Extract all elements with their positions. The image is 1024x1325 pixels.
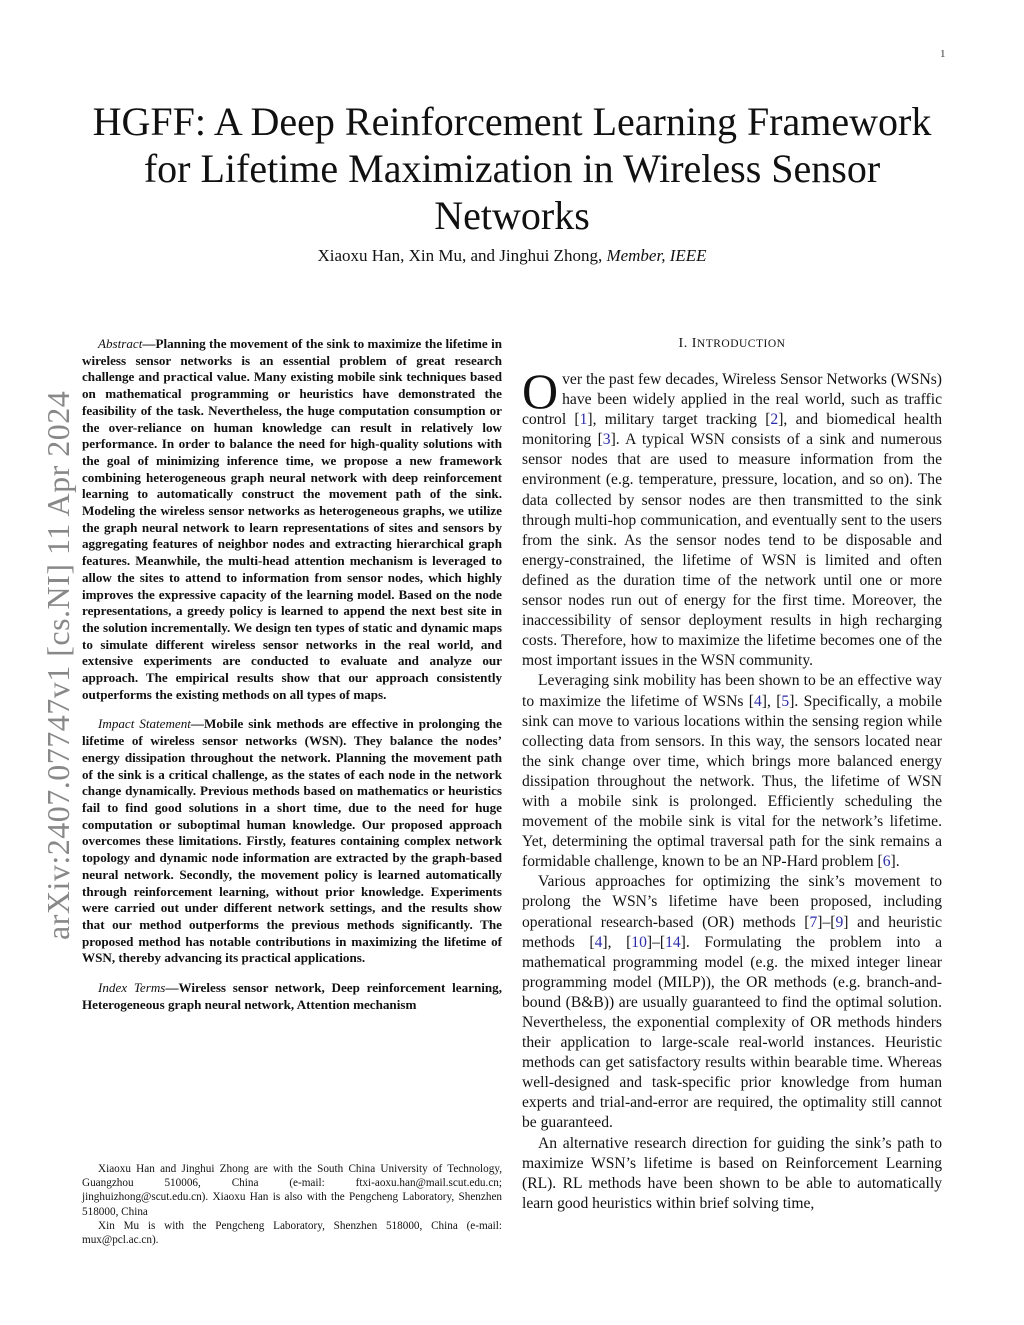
- intro-paragraph-2: Leveraging sink mobility has been shown to be an effective way to maximize the lifetime of WSNs [4], [5]. Specifically, a mobile sink can move to various locations within the sensing region while collecting data from sensors. In this way, the sensors located near the sink change over time, which brings more balanced energy dissipation throughout the network. Thus, the lifetime of WSN with a mobile sink is prolonged. Efficiently scheduling the movement of the mobile sink is vital for the network’s lifetime. Yet, determining the optimal traversal path for the sink remains a formidable challenge, known to be an NP-Hard problem [6].: [522, 672, 942, 871]
- left-column: [82, 336, 502, 1013]
- abstract-label: Abstract: [98, 336, 143, 351]
- citation-link[interactable]: 7: [809, 913, 818, 931]
- citation-link[interactable]: 10: [631, 933, 647, 951]
- intro-paragraph-3: Various approaches for optimizing the sink’s movement to prolong the WSN’s lifetime have been proposed, including operational research-based (OR) methods [7]–[9] and heuristic methods [4], [10]–[14]. Formulating the problem into a mathematical programming model (e.g. the mixed integer linear programming model (MILP)), the OR methods (e.g. branch-and-bound (B&B)) are usually guaranteed to find the optimal solution. Nevertheless, the exponential complexity of OR methods hinders their application to large-scale real-world instances. Heuristic methods can get satisfactory results within bearable time. Whereas well-designed and task-specific prior knowledge from human experts and trial-and-error are required, the optimality still cannot be guaranteed.: [522, 873, 943, 1132]
- right-column: [522, 336, 942, 1214]
- index-terms-label: Index Terms: [98, 980, 166, 996]
- impact-text: —Mobile sink methods are effective in prolonging the lifetime of wireless sensor networks (WSN). They balance the nodes’ energy dissipation throughout the network. Planning the movement path of the sink is a critical challenge, as the states of each node in the network change dynamically. Previous methods based on mathematics or heuristics fail to find good solutions in a short time, due to the need for huge computation or suboptimal human knowledge. Our proposed approach overcomes these limitations. Firstly, features containing complex network topology and dynamic node information are extracted by the graph-based neural network. Secondly, the movement policy is learned automatically through reinforcement learning, without prior knowledge. Experiments were carried out under different network settings, and the results show that our method outperforms the previous methods significantly. The proposed method has notable contributions in maximizing the lifetime of WSN, thereby advancing its practical applications.: [82, 716, 502, 966]
- author-line: [70, 246, 954, 266]
- section-title-rest: NTRODUCTION: [696, 338, 786, 350]
- paper-title: HGFF: A Deep Reinforcement Learning Framework for Lifetime Maximization in Wireless Sensor Networks: [92, 99, 932, 238]
- citation-link[interactable]: 3: [602, 431, 611, 449]
- section-number: I.: [678, 336, 688, 351]
- author-footnotes: [82, 1162, 502, 1247]
- abstract-text: —Planning the movement of the sink to maximize the lifetime in wireless sensor networks is an essential problem of great research challenge and practical value. Many existing mobile sink techniques based on mathematical programming or heuristics have demonstrated the feasibility of the task. Nevertheless, the huge computation consumption or the over-reliance on human knowledge can result in relatively low performance. In order to balance the need for high-quality solutions with the goal of minimizing inference time, we propose a new framework combining heterogeneous graph neural network with deep reinforcement learning to automatically construct the movement path of the sink. Modeling the wireless sensor networks as heterogeneous graphs, we utilize the graph neural network to learn representations of sites and sensors by aggregating features of neighbor nodes and extracting hierarchical graph features. Meanwhile, the multi-head attention mechanism is leveraged to allow the sites to attend to information from sensor nodes, which highly improves the expressive capacity of the learning model. Based on the node representations, a greedy policy is learned to append the next best site in the solution incrementally. We design ten types of static and dynamic maps to simulate different wireless sensor networks in the real world, and extensive experiments are conducted to evaluate and analyze our approach. The empirical results show that our approach consistently outperforms the existing methods on all types of maps.: [82, 336, 502, 702]
- footnote-affiliation-1: Xiaoxu Han and Jinghui Zhong are with the South China University of Technology, Guangzhou 510006, China (e-mail: ftxi-aoxu.han@mail.scut.edu.cn; jinghuizhong@scut.edu.cn). Xiaoxu Han is also with the Pengcheng Laboratory, Shenzhen 518000, China: [82, 1163, 502, 1218]
- citation-link[interactable]: 5: [781, 692, 790, 710]
- drop-cap: O: [522, 363, 559, 419]
- author-role: Member, IEEE: [606, 246, 707, 265]
- citation-link[interactable]: 2: [770, 411, 779, 429]
- arxiv-stamp: arXiv:2407.07747v1 [cs.NI] 11 Apr 2024: [40, 390, 76, 940]
- intro-paragraph-1: Over the past few decades, Wireless Sensor Networks (WSNs) have been widely applied in the real world, such as traffic control [1], military target tracking [2], and biomedical health monitoring [3]. A typical WSN consists of a sink and numerous sensor nodes that are used to measure information from the environment (e.g. temperature, pressure, location, and so on). The data collected by sensor nodes are then transmitted to the sink through multi-hop communication, and eventually sent to the users from the sink. As the sensor nodes tend to be disposable and energy-constrained, the lifetime of WSN is limited and often defined as the duration time of the network until one or more sensor nodes run out of energy for the first time. Moreover, the inaccessibility of sensor deployment results in high recharging costs. Therefore, how to maximize the lifetime becomes one of the most important issues in the WSN community.: [522, 363, 942, 670]
- impact-statement: [82, 716, 502, 967]
- citation-link[interactable]: 9: [835, 913, 844, 931]
- section-heading-introduction: [522, 336, 942, 352]
- index-terms: [82, 980, 502, 1013]
- citation-link[interactable]: 6: [882, 853, 891, 871]
- citation-link[interactable]: 4: [753, 692, 762, 710]
- intro-paragraph-4: An alternative research direction for guiding the sink’s path to maximize WSN’s lifetime is based on Reinforcement Learning (RL). RL methods have been shown to be able to automatically learn good heuristics within brief solving time,: [522, 1134, 942, 1212]
- citation-link[interactable]: 4: [594, 933, 603, 951]
- impact-label: Impact Statement: [98, 716, 191, 732]
- section-initial: I: [691, 336, 697, 351]
- citation-link[interactable]: 1: [579, 411, 588, 429]
- citation-link[interactable]: 14: [665, 933, 681, 951]
- index-terms-text: —Wireless sensor network, Deep reinforcement learning, Heterogeneous graph neural network, Attention mechanism: [82, 980, 503, 1012]
- page-number: 1: [940, 48, 946, 60]
- footnote-affiliation-2: Xin Mu is with the Pengcheng Laboratory, Shenzhen 518000, China (e-mail: mux@pcl.ac.cn).: [82, 1219, 502, 1247]
- author-names: Xiaoxu Han, Xin Mu, and Jinghui Zhong,: [317, 246, 603, 265]
- abstract: [82, 336, 502, 703]
